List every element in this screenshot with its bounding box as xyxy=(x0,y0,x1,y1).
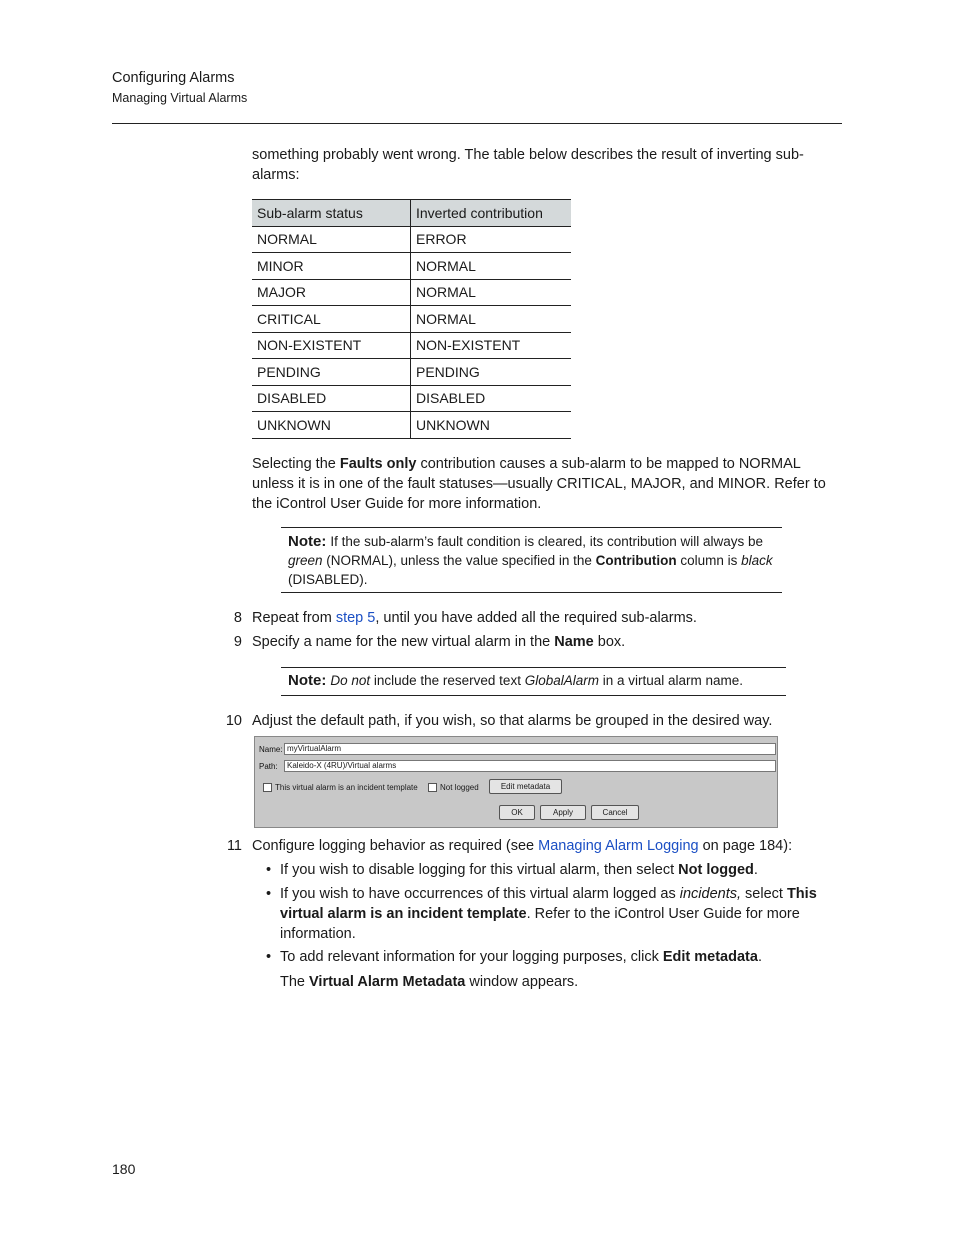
note-label: Note: xyxy=(288,533,327,550)
table-cell: NORMAL xyxy=(252,226,411,253)
text-run-bold: This virtual alarm is an incident template xyxy=(280,886,817,922)
incident-template-label: This virtual alarm is an incident template xyxy=(275,783,418,792)
not-logged-checkbox[interactable] xyxy=(428,783,437,792)
edit-metadata-button[interactable]: Edit metadata xyxy=(489,779,562,794)
step-number: 8 xyxy=(233,610,242,626)
table-cell: NON-EXISTENT xyxy=(252,332,411,359)
text-run: If you wish to have occurrences of this virtual alarm logged as xyxy=(280,886,680,902)
step-text xyxy=(252,632,812,652)
page-number: 180 xyxy=(112,1161,136,1177)
step-text xyxy=(252,608,812,628)
text-run: If you wish to disable logging for this virtual alarm, then select xyxy=(280,862,679,878)
text-run-italic: Do not xyxy=(330,673,371,688)
table-row xyxy=(252,306,571,333)
path-label: Path: xyxy=(259,762,278,771)
ok-button[interactable]: OK xyxy=(499,805,535,820)
table-cell: PENDING xyxy=(252,359,411,386)
bullet-text xyxy=(280,947,842,967)
text-run-bold: Edit metadata xyxy=(662,949,758,965)
metadata-window-paragraph xyxy=(280,972,840,992)
table-row xyxy=(252,279,571,306)
text-run: box. xyxy=(593,634,626,650)
table-row xyxy=(252,253,571,280)
text-run: window appears. xyxy=(465,974,579,990)
table-cell: NORMAL xyxy=(411,306,572,333)
step-5-link[interactable]: step 5 xyxy=(335,610,376,626)
managing-alarm-logging-link[interactable]: Managing Alarm Logging xyxy=(538,838,699,854)
text-run: . Refer to the iControl User Guide for more information. xyxy=(280,906,800,942)
bullet-glyph: • xyxy=(266,949,272,965)
text-run-italic: black xyxy=(741,553,773,568)
incident-template-checkbox[interactable] xyxy=(263,783,272,792)
table-cell: UNKNOWN xyxy=(252,412,411,439)
text-run-italic: GlobalAlarm xyxy=(524,673,599,688)
table-row xyxy=(252,412,571,439)
running-header-section: Managing Virtual Alarms xyxy=(112,91,248,105)
table-cell: DISABLED xyxy=(411,385,572,412)
name-label: Name: xyxy=(259,745,283,754)
table-cell: PENDING xyxy=(411,359,572,386)
inverted-contribution-table xyxy=(252,199,571,439)
table-cell: DISABLED xyxy=(252,385,411,412)
text-run: (NORMAL), unless the value specified in the xyxy=(322,553,596,568)
table-cell: ERROR xyxy=(411,226,572,253)
table-header-row xyxy=(252,200,571,227)
text-run-bold: Contribution xyxy=(595,553,677,568)
text-run-italic: incidents, xyxy=(679,886,742,902)
text-run: , until you have added all the required sub-alarms. xyxy=(375,610,697,626)
table-row xyxy=(252,385,571,412)
text-run: Selecting the xyxy=(252,456,340,472)
note-label: Note: xyxy=(288,672,327,689)
text-run: select xyxy=(741,886,787,902)
name-input[interactable]: myVirtualAlarm xyxy=(284,743,776,755)
step-text: Adjust the default path, if you wish, so that alarms be grouped in the desired way. xyxy=(252,713,773,729)
text-run: include the reserved text xyxy=(370,673,525,688)
table-cell: NORMAL xyxy=(411,253,572,280)
text-run: column is xyxy=(676,553,742,568)
text-run: in a virtual alarm name. xyxy=(598,673,744,688)
step-text xyxy=(252,836,812,856)
text-run-bold: Not logged xyxy=(678,862,754,878)
cancel-button[interactable]: Cancel xyxy=(591,805,639,820)
table-cell: NON-EXISTENT xyxy=(411,332,572,359)
text-run-italic: green xyxy=(288,553,323,568)
bullet-text xyxy=(280,884,842,944)
running-header-chapter: Configuring Alarms xyxy=(112,70,235,86)
step-number: 10 xyxy=(225,713,242,729)
text-run: Configure logging behavior as required (see xyxy=(252,838,539,854)
text-run-bold: Name xyxy=(554,634,594,650)
text-run: Specify a name for the new virtual alarm in the xyxy=(252,634,555,650)
table-row xyxy=(252,359,571,386)
text-run: contribution causes a sub-alarm to be mapped to NORMAL unless it is in one of the fault statuses—usually CRITICAL, MAJOR, and MINOR. Refer to the iControl User Guide for more information. xyxy=(252,456,826,512)
column-header: Inverted contribution xyxy=(411,200,572,227)
header-rule xyxy=(112,123,842,124)
table-row xyxy=(252,226,571,253)
text-run-bold: Faults only xyxy=(339,456,417,472)
table-cell: UNKNOWN xyxy=(411,412,572,439)
table-row xyxy=(252,332,571,359)
step-number: 11 xyxy=(226,838,242,854)
table-cell: MINOR xyxy=(252,253,411,280)
virtual-alarm-dialog-screenshot xyxy=(254,736,778,828)
step-number: 9 xyxy=(233,634,242,650)
text-run: To add relevant information for your logging purposes, click xyxy=(280,949,663,965)
bullet-text xyxy=(280,860,842,880)
bullet-glyph: • xyxy=(266,886,272,902)
path-input[interactable]: Kaleido-X (4RU)/Virtual alarms xyxy=(284,760,776,772)
column-header: Sub-alarm status xyxy=(252,200,411,227)
intro-paragraph: something probably went wrong. The table below describes the result of inverting sub-alarms: xyxy=(252,147,804,183)
table-cell: CRITICAL xyxy=(252,306,411,333)
text-run: The xyxy=(280,974,310,990)
note-box xyxy=(281,667,786,696)
apply-button[interactable]: Apply xyxy=(540,805,586,820)
table-cell: NORMAL xyxy=(411,279,572,306)
text-run-bold: Virtual Alarm Metadata xyxy=(309,974,466,990)
text-run: If the sub-alarm’s fault condition is cleared, its contribution will always be xyxy=(330,534,764,549)
faults-only-paragraph xyxy=(252,454,844,514)
text-run: Repeat from xyxy=(252,610,336,626)
text-run: on page 184): xyxy=(698,838,793,854)
note-box xyxy=(281,527,782,593)
text-run: (DISABLED). xyxy=(288,572,368,587)
not-logged-label: Not logged xyxy=(440,783,479,792)
text-run: . xyxy=(757,949,762,965)
table-cell: MAJOR xyxy=(252,279,411,306)
bullet-glyph: • xyxy=(266,862,272,878)
text-run: . xyxy=(753,862,758,878)
